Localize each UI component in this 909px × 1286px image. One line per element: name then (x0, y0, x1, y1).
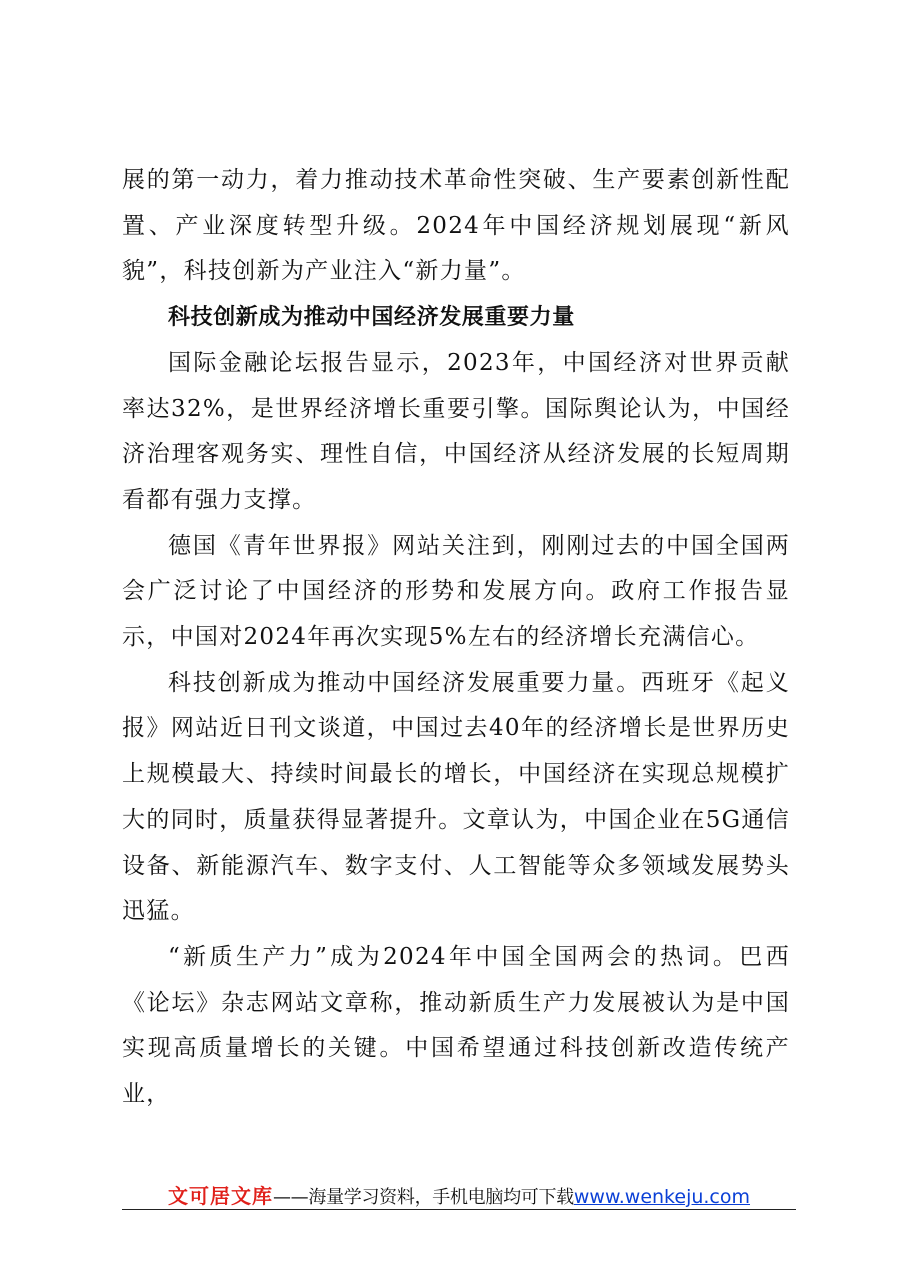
paragraph-1: 展的第一动力，着力推动技术革命性突破、生产要素创新性配置、产业深度转型升级。2024年中国经济规划展现“新风貌”，科技创新为产业注入“新力量”。 (122, 167, 790, 285)
footer-slogan: ——海量学习资料，手机电脑均可下载 (272, 1187, 574, 1208)
paragraph-2: 国际金融论坛报告显示，2023年，中国经济对世界贡献率达32%，是世界经济增长重要引擎。国际舆论认为，中国经济治理客观务实、理性自信，中国经济从经济发展的长短周期看都有强力支撑。 (122, 349, 790, 513)
section-heading: 科技创新成为推动中国经济发展重要力量 (168, 305, 575, 331)
paragraph-3: 德国《青年世界报》网站关注到，刚刚过去的中国全国两会广泛讨论了中国经济的形势和发展方向。政府工作报告显示，中国对2024年再次实现5%左右的经济增长充满信心。 (122, 532, 790, 651)
paragraph-5: “新质生产力”成为2024年中国全国两会的热词。巴西《论坛》杂志网站文章称，推动新质生产力发展被认为是中国实现高质量增长的关键。中国希望通过科技创新改造传统产业， (122, 943, 790, 1108)
page-footer (122, 1180, 796, 1209)
footer-link[interactable]: www.wenkeju.com (573, 1186, 751, 1208)
document-body (122, 158, 790, 1118)
paragraph-4: 科技创新成为推动中国经济发展重要力量。西班牙《起义报》网站近日刊文谈道，中国过去40年的经济增长是世界历史上规模最大、持续时间最长的增长，中国经济在实现总规模扩大的同时，质量获得显著提升。文章认为，中国企业在5G通信设备、新能源汽车、数字支付、人工智能等众多领域发展势头迅猛。 (122, 669, 790, 925)
footer-brand: 文可居文库 (167, 1184, 273, 1208)
footer-divider (122, 1209, 796, 1210)
